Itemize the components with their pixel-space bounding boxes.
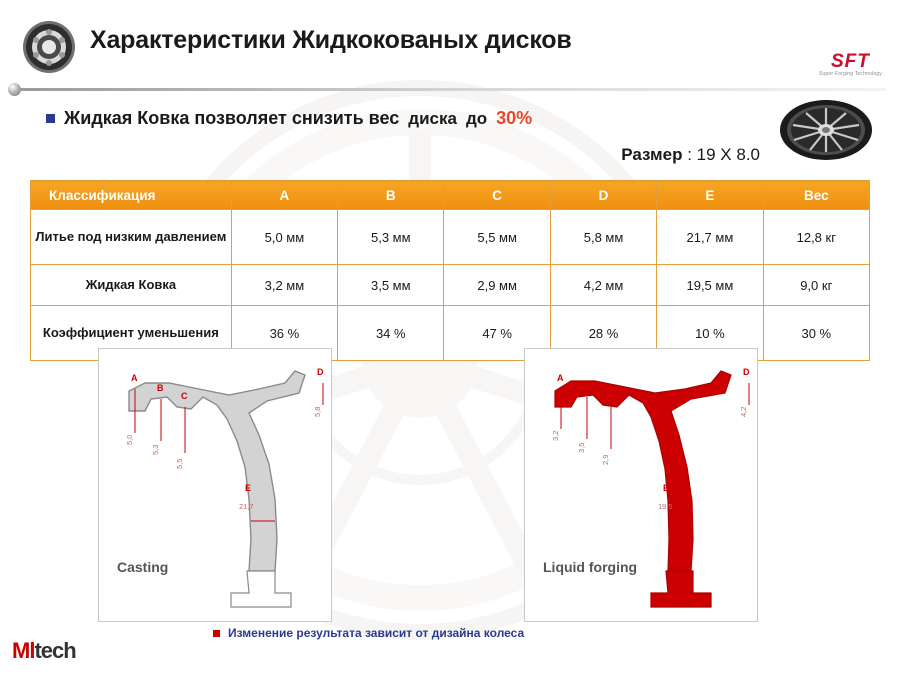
cell-reduction-d: 28 % [550,306,656,361]
casting-caption: Casting [117,559,169,575]
header-divider [14,88,886,91]
svg-text:19,5: 19,5 [658,502,673,511]
row-label-forging: Жидкая Ковка [31,265,232,306]
forging-diagram-panel [524,348,758,622]
slide-header [0,0,900,86]
company-logo [12,638,76,664]
wheel-size-value: 19 X 8.0 [696,145,760,164]
company-logo-part2: tech [34,638,76,663]
svg-text:5,0: 5,0 [125,434,134,445]
cell-reduction-a: 36 % [231,306,337,361]
header-divider-dot [8,83,21,96]
svg-text:21,7: 21,7 [239,502,254,511]
cell-casting-weight: 12,8 кг [763,210,869,265]
svg-text:3,2: 3,2 [551,430,560,441]
wheel-size-separator: : [687,145,692,164]
table-header-row [31,181,870,210]
svg-text:B: B [157,383,164,393]
svg-text:C: C [181,391,188,401]
cell-reduction-weight: 30 % [763,306,869,361]
square-bullet-icon [46,114,55,123]
svg-text:5,5: 5,5 [175,458,184,469]
cell-forging-e: 19,5 мм [657,265,763,306]
sft-logo [819,52,882,77]
wheel-size-line [621,145,760,165]
table-header-a: A [231,181,337,210]
cell-casting-b: 5,3 мм [338,210,444,265]
cell-forging-d: 4,2 мм [550,265,656,306]
cell-forging-weight: 9,0 кг [763,265,869,306]
svg-text:A: A [557,373,564,383]
cell-casting-c: 5,5 мм [444,210,550,265]
table-row [31,210,870,265]
svg-text:B: B [583,383,590,393]
cell-forging-b: 3,5 мм [338,265,444,306]
headline-text-to: до [465,108,488,128]
svg-text:A: A [131,373,138,383]
sft-logo-main: SFT [831,51,870,72]
cell-casting-a: 5,0 мм [231,210,337,265]
svg-text:C: C [607,391,614,401]
forging-caption: Liquid forging [543,559,638,575]
square-bullet-icon [213,630,220,637]
casting-diagram-panel [98,348,332,622]
alloy-wheel-photo [778,99,874,161]
specs-table [30,180,870,361]
table-header-e: E [657,181,763,210]
table-header-c: C [444,181,550,210]
svg-text:D: D [317,367,324,377]
sft-logo-sub: Super Forging Technology [818,71,882,77]
table-row [31,265,870,306]
cell-forging-a: 3,2 мм [231,265,337,306]
table-header-d: D [550,181,656,210]
svg-text:5,8: 5,8 [313,406,322,417]
footnote-row [213,626,524,640]
wheel-size-label: Размер [621,145,683,164]
company-logo-part1: Ml [12,638,35,663]
row-label-casting: Литье под низким давлением [31,210,232,265]
svg-text:5,3: 5,3 [151,444,160,455]
row-label-reduction: Коэффициент уменьшения [31,306,232,361]
headline-bullet-row [46,108,532,129]
svg-text:E: E [663,483,670,493]
cell-forging-c: 2,9 мм [444,265,550,306]
table-header-weight: Вес [763,181,869,210]
forging-cross-section [525,349,755,619]
wheel-bearing-icon [22,20,76,74]
cell-casting-d: 5,8 мм [550,210,656,265]
headline-text-mid: диска [408,108,457,128]
table-header-classification: Классификация [31,181,232,210]
cell-reduction-e: 10 % [657,306,763,361]
casting-cross-section [99,349,329,619]
svg-text:3,5: 3,5 [577,442,586,453]
headline-accent-value: 30% [496,108,533,128]
footnote-text: Изменение результата зависит от дизайна колеса [228,626,525,640]
page-title: Характеристики Жидкокованых дисков [90,26,572,54]
svg-text:2,9: 2,9 [601,454,610,465]
cell-casting-e: 21,7 мм [657,210,763,265]
headline-text-main: Жидкая Ковка позволяет снизить вес [64,108,400,128]
svg-text:4,2: 4,2 [739,406,748,417]
svg-text:D: D [743,367,750,377]
cell-reduction-c: 47 % [444,306,550,361]
cell-reduction-b: 34 % [338,306,444,361]
table-header-b: B [338,181,444,210]
svg-text:E: E [245,483,252,493]
